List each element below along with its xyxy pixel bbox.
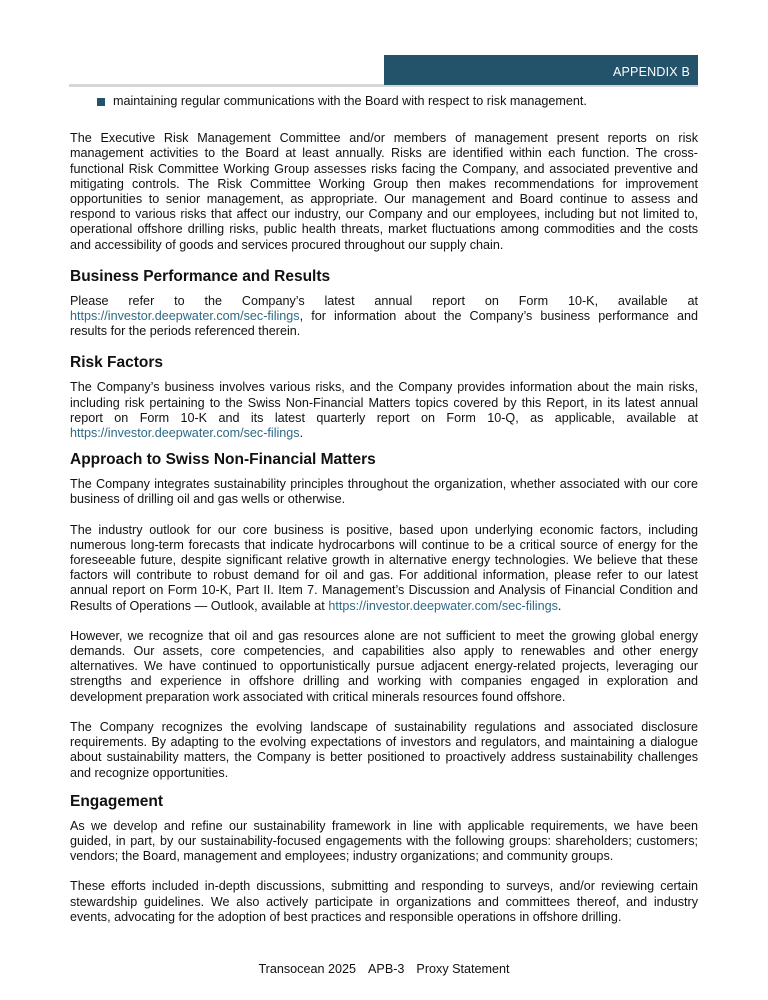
approach-paragraph-2-text-end: . [557,598,562,613]
footer-company-year: Transocean 2025 [258,962,357,976]
engagement-paragraph-1: As we develop and refine our sustainability framework in line with applicable requirements, we have been guided, in part, by our sustainability-focused engagements with the following groups: shareholders; customers; vendors; the Board, management and employees; industry organizations; and community groups. [70,818,698,864]
sec-filings-link[interactable]: https://investor.deepwater.com/sec-filings [70,309,300,324]
business-performance-paragraph [70,294,698,340]
approach-paragraph-2-text: The industry outlook for our core business is positive, based upon underlying economic factors, including numerous long-term forecasts that indicate hydrocarbons will continue to be a critical source of energy for the foreseeable future, despite significant relative growth in alternative energy technologies. We believe that these factors will contribute to robust demand for oil and gas. For additional information, please refer to our latest annual report on Form 10-K, Part II. Item 7. Management’s Discussion and Analysis of Financial Condition and Results of Operations — Outlook, available at [70,522,698,613]
approach-paragraph-3: However, we recognize that oil and gas resources alone are not sufficient to meet the growing global energy demands. Our assets, core competencies, and capabilities also apply to renewables and other energy alternatives. We have continued to opportunistically pursue adjacent energy-related projects, leveraging our strengths and experience in offshore drilling and working with companies engaged in exploration and development preparation work associated with critical minerals resources found offshore. [70,628,698,704]
appendix-header-bar [384,55,698,85]
risk-factors-text: The Company’s business involves various risks, and the Company provides information about the main risks, including risk pertaining to the Swiss Non-Financial Matters topics covered by this Report, in its latest annual report on Form 10-K and its latest quarterly report on Form 10-Q, as applicable, available at [70,380,698,425]
risk-factors-paragraph [70,380,698,441]
heading-risk-factors: Risk Factors [70,354,164,372]
approach-paragraph-4: The Company recognizes the evolving landscape of sustainability regulations and associated disclosure requirements. By adapting to the evolving expectations of investors and regulators, and maintaining a dialogue about sustainability matters, the Company is better positioned to proactively address sustainability challenges and recognize opportunities. [70,719,698,780]
footer-page-number: APB-3 [368,962,405,976]
sec-filings-link[interactable]: https://investor.deepwater.com/sec-filings [70,426,300,441]
heading-business-performance: Business Performance and Results [70,267,331,285]
square-bullet-icon [97,98,105,106]
footer-document-name: Proxy Statement [416,962,510,976]
heading-approach-swiss: Approach to Swiss Non-Financial Matters [70,451,376,469]
approach-paragraph-2 [70,523,698,614]
engagement-paragraph-2: These efforts included in-depth discussions, submitting and responding to surveys, and/or reviewing certain stewardship guidelines. We also actively participate in organizations and committees thereof, and industry events, advocating for the adoption of best practices and responsible operations in offshore drilling. [70,879,698,924]
approach-paragraph-1: The Company integrates sustainability principles throughout the organization, whether associated with our core business of drilling oil and gas wells or otherwise. [70,477,698,507]
heading-engagement: Engagement [70,792,164,810]
bullet-item [70,94,698,109]
business-performance-text-end: , for information about the Company’s business performance and results for the periods referenced therein. [70,309,698,339]
sec-filings-link[interactable]: https://investor.deepwater.com/sec-filings [328,598,558,613]
risk-management-paragraph: The Executive Risk Management Committee and/or members of management present reports on risk management activities to the Board at least annually. Risks are identified within each function. The cross-functional Risk Committee Working Group assesses risks facing the Company, and associated preventive and mitigating controls. The Risk Committee Working Group then makes recommendations for improvement opportunities to senior management, as appropriate. Our management and Board continue to assess and respond to various risks that affect our industry, our Company and our employees, including but not limited to, operational offshore drilling risks, public health threats, market fluctuations among commodities and the costs and accessibility of goods and services procured throughout our supply chain. [70,131,698,252]
business-performance-text: Please refer to the Company’s latest annual report on Form 10-K, available at [70,293,698,308]
page-content [70,94,698,940]
risk-factors-text-end: . [299,426,304,441]
bullet-text: maintaining regular communications with the Board with respect to risk management. [113,94,587,108]
page-footer [0,962,768,976]
appendix-label: APPENDIX B [612,65,690,79]
